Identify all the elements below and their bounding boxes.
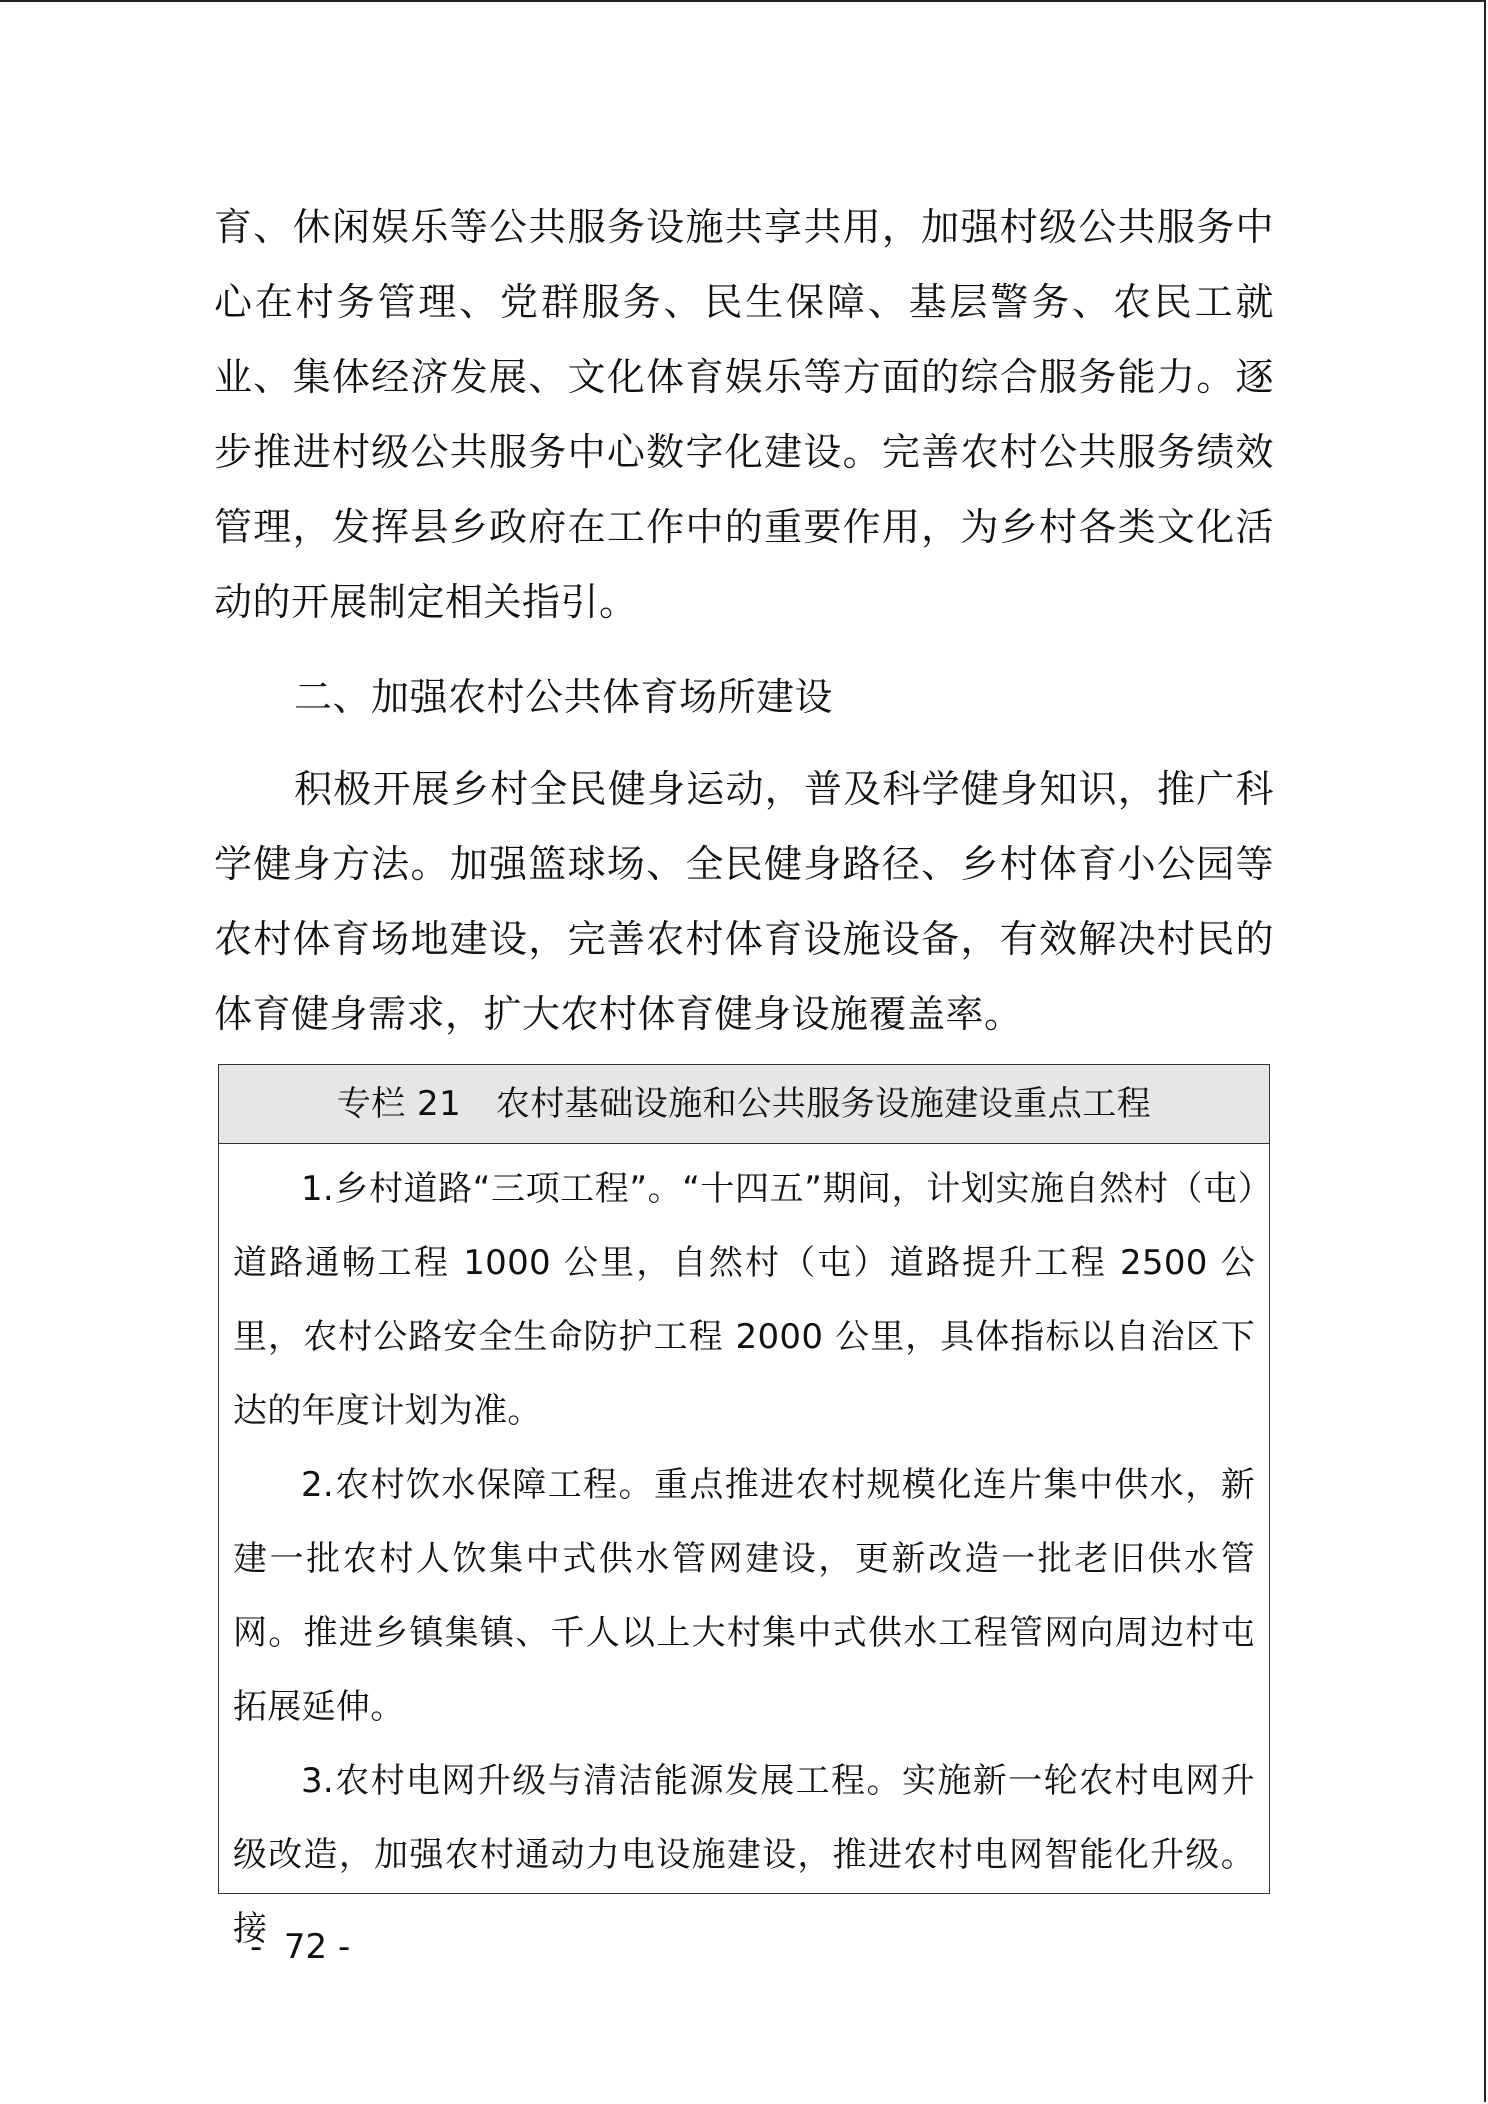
body-paragraph-1: 育、休闲娱乐等公共服务设施共享共用，加强村级公共服务中心在村务管理、党群服务、民生保障、基层警务、农民工就业、集体经济发展、文化体育娱乐等方面的综合服务能力。逐步推进村级公共服务中心数字化建设。完善农村公共服务绩效管理，发挥县乡政府在工作中的重要作用，为乡村各类文化活动的开展制定相关指引。 — [214, 205, 1274, 624]
column-box-body — [219, 1152, 1269, 1966]
column-box-item: 1.乡村道路“三项工程”。“十四五”期间，计划实施自然村（屯）道路通畅工程 1000 公里，自然村（屯）道路提升工程 2500 公里，农村公路安全生命防护工程 2000 公里，具体指标以自治区下达的年度计划为准。 — [233, 1169, 1255, 1431]
column-box-title: 专栏 21 农村基础设施和公共服务设施建设重点工程 — [219, 1065, 1269, 1144]
body-paragraph-2: 积极开展乡村全民健身运动，普及科学健身知识，推广科学健身方法。加强篮球场、全民健身路径、乡村体育小公园等农村体育场地建设，完善农村体育设施设备，有效解决村民的体育健身需求，扩大农村体育健身设施覆盖率。 — [214, 767, 1274, 1036]
page-number: - 72 - — [250, 1927, 351, 1967]
column-box-item: 3.农村电网升级与清洁能源发展工程。实施新一轮农村电网升级改造，加强农村通动力电设施建设，推进农村电网智能化升级。接 — [233, 1761, 1255, 1949]
column-box-item: 2.农村饮水保障工程。重点推进农村规模化连片集中供水，新建一批农村人饮集中式供水管网建设，更新改造一批老旧供水管网。推进乡镇集镇、千人以上大村集中式供水工程管网向周边村屯拓展延伸。 — [233, 1465, 1255, 1727]
section-heading: 二、加强农村公共体育场所建设 — [294, 675, 834, 719]
